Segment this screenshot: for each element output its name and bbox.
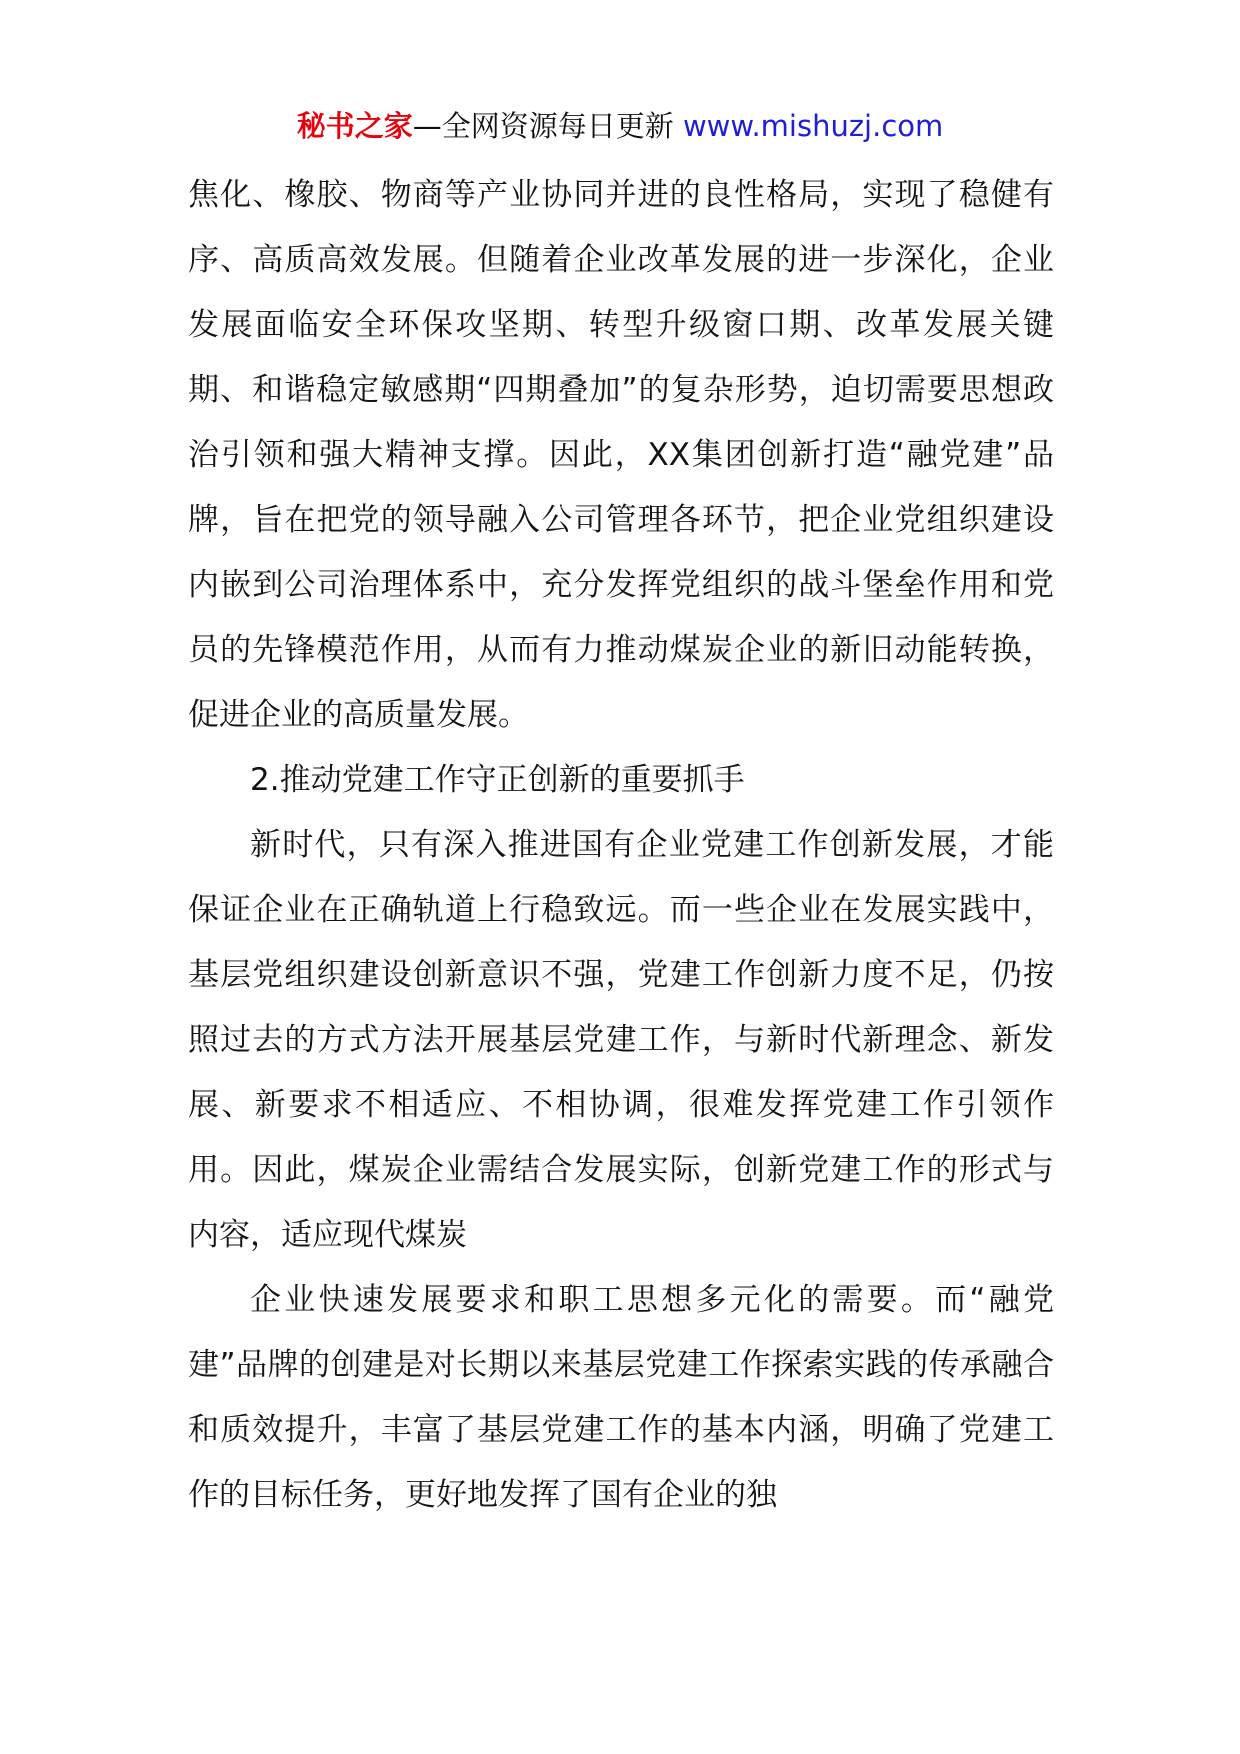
- page-header: [0, 104, 1240, 148]
- header-tagline: —全网资源每日更新: [412, 109, 674, 143]
- section-heading: 2.推动党建工作守正创新的重要抓手: [250, 762, 745, 798]
- header-brand: 秘书之家: [296, 109, 413, 143]
- paragraph-continued: 焦化、橡胶、物商等产业协同并进的良性格局，实现了稳健有序、高质高效发展。但随着企业改革发展的进一步深化，企业发展面临安全环保攻坚期、转型升级窗口期、改革发展关键期、和谐稳定敏感期“四期叠加”的复杂形势，迫切需要思想政治引领和强大精神支撑。因此，XX集团创新打造“融党建”品牌，旨在把党的领导融入公司管理各环节，把企业党组织建设内嵌到公司治理体系中，充分发挥党组织的战斗堡垒作用和党员的先锋模范作用，从而有力推动煤炭企业的新旧动能转换，促进企业的高质量发展。: [188, 177, 1054, 733]
- paragraph: 企业快速发展要求和职工思想多元化的需要。而“融党建”品牌的创建是对长期以来基层党建工作探索实践的传承融合和质效提升，丰富了基层党建工作的基本内涵，明确了党建工作的目标任务，更好地发挥了国有企业的独: [188, 1282, 1054, 1513]
- document-body: [188, 163, 1054, 1528]
- paragraph: 新时代，只有深入推进国有企业党建工作创新发展，才能保证企业在正确轨道上行稳致远。而一些企业在发展实践中，基层党组织建设创新意识不强，党建工作创新力度不足，仍按照过去的方式方法开展基层党建工作，与新时代新理念、新发展、新要求不相适应、不相协调，很难发挥党建工作引领作用。因此，煤炭企业需结合发展实际，创新党建工作的形式与内容，适应现代煤炭: [188, 827, 1054, 1253]
- header-url-link[interactable]: www.mishuzj.com: [682, 109, 944, 143]
